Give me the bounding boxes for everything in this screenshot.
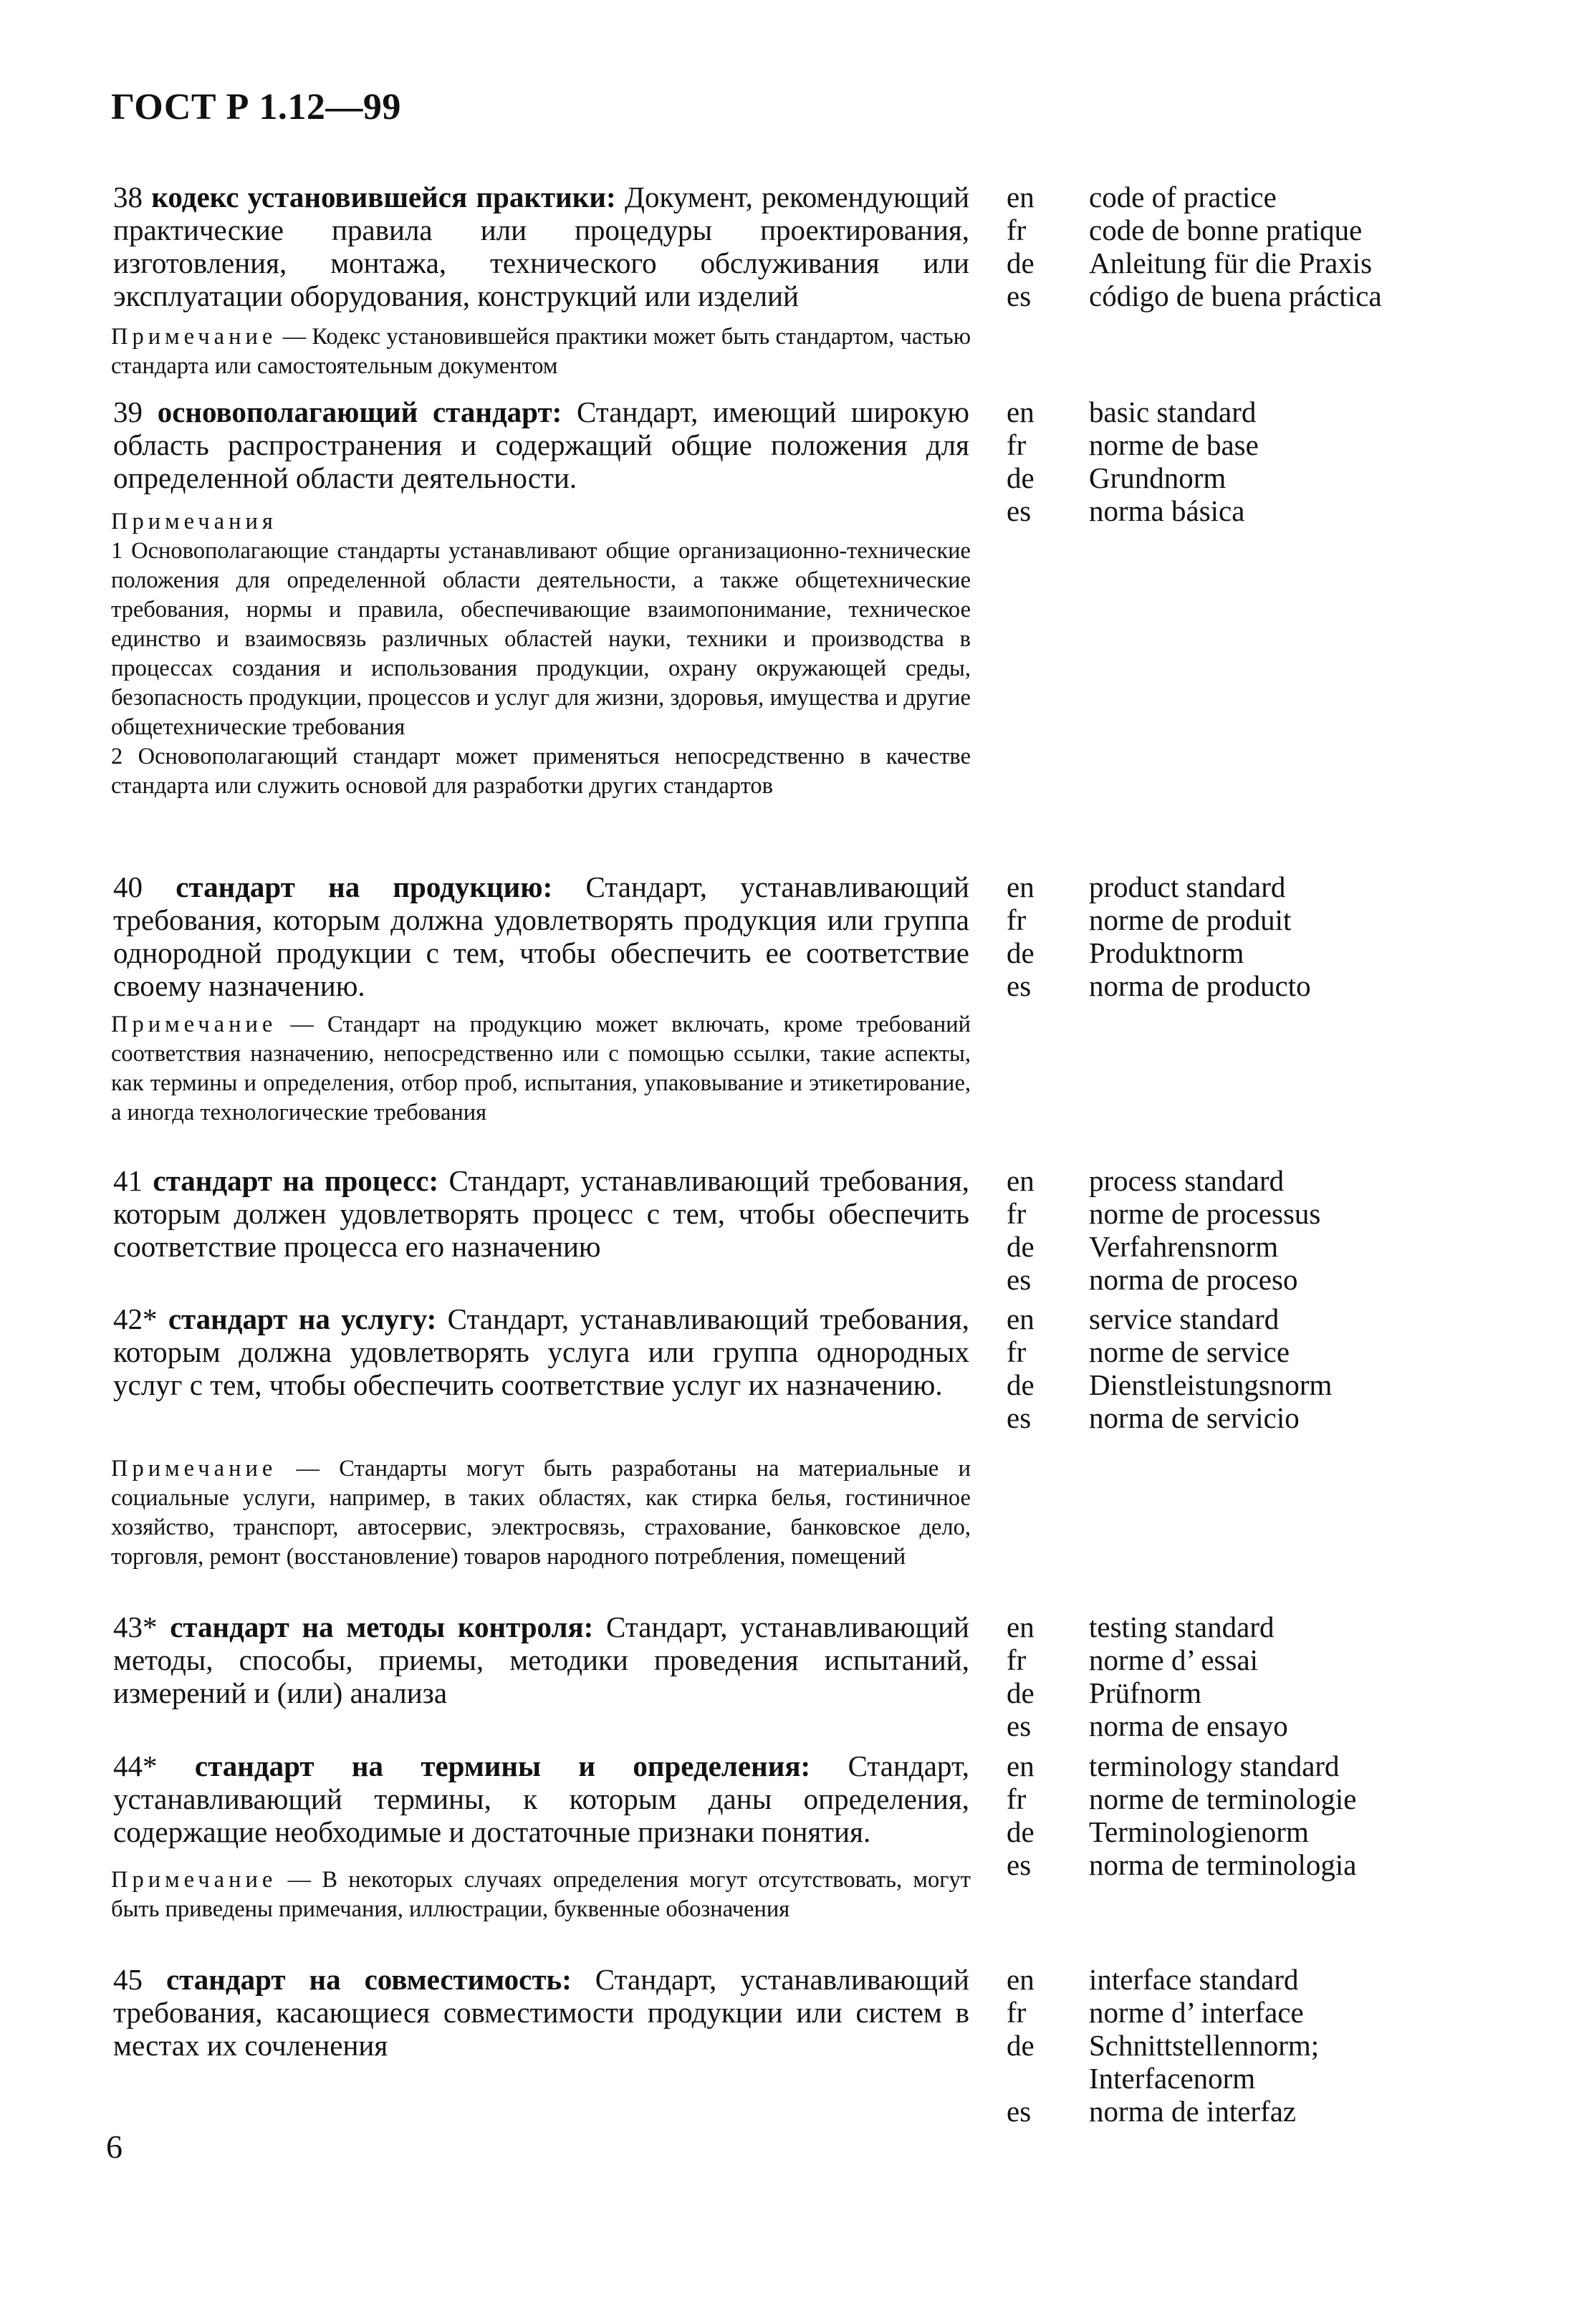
definition-text: Стандарт, устанавливающий термины, к которым даны определения, содержащие необходимые и достаточные признаки понятия.: [113, 1749, 970, 1848]
term-name: кодекс установившейся практики:: [151, 181, 616, 213]
translation-row: [1007, 1164, 1580, 1197]
term-number: 41: [113, 1164, 143, 1197]
lang-code: en: [1007, 1610, 1034, 1643]
translation-row: [1007, 1815, 1580, 1848]
translated-term: code de bonne pratique: [1089, 213, 1363, 246]
term-number: 44*: [113, 1749, 158, 1782]
translation-row: [1007, 1643, 1580, 1676]
lang-code: es: [1007, 494, 1032, 527]
translation-row: [1007, 213, 1580, 246]
translations: [1007, 1610, 1580, 1742]
lang-code: en: [1007, 1749, 1034, 1782]
translated-term: Produktnorm: [1089, 936, 1244, 969]
translation-row: [1007, 181, 1580, 213]
note-item: 1 Основополагающие стандарты устанавливают общие организационно-технические положения для определенной области деятельности, а также общетехнические требования, нормы и правила, обеспечивающие взаимопонимание, техническое единство и взаимосвязь различных областей науки, техники и производства в процессах создания и использования продукции, охрану окружающей среды, безопасность продукции, процессов и услуг для жизни, здоровья, имущества и другие общетехнические требования: [111, 538, 971, 740]
translation-row: [1007, 395, 1580, 428]
note-text: — Стандарты могут быть разработаны на материальные и социальные услуги, например, в таких областях, как стирка белья, гостиничное хозяйство, транспорт, автосервис, электросвязь, страхование, банковское дело, торговля, ремонт (восстановление) товаров народного потребления, помещений: [111, 1456, 971, 1570]
translated-term: basic standard: [1089, 395, 1257, 428]
lang-code: en: [1007, 1164, 1034, 1197]
translations: [1007, 1963, 1580, 2128]
translation-row: [1007, 494, 1580, 527]
definition-text: Документ, рекомендующий практические правила или процедуры проектирования, изготовления, монтажа, технического обслуживания или эксплуатации оборудования, конструкций или изделий: [113, 181, 970, 312]
translated-term: terminology standard: [1089, 1749, 1340, 1782]
term-definition: [113, 1610, 969, 1709]
term-note: [111, 322, 971, 381]
translation-row: [1007, 1302, 1580, 1335]
term-definition: [113, 1749, 969, 1848]
term-number: 40: [113, 870, 143, 903]
term-name: стандарт на термины и определения:: [194, 1749, 811, 1782]
translation-row: [1007, 1848, 1580, 1881]
definition-text: Стандарт, устанавливающий методы, способы, приемы, методики проведения испытаний, измерений и (или) анализа: [113, 1610, 969, 1709]
translation-row: [1007, 246, 1580, 279]
term-number: 43*: [113, 1610, 158, 1643]
translations: [1007, 1302, 1580, 1434]
note-label: Примечание: [111, 1012, 277, 1037]
translation-row: [1007, 1401, 1580, 1434]
lang-code: es: [1007, 1401, 1032, 1434]
translated-term: código de buena práctica: [1089, 279, 1382, 312]
translated-term: norme d’ essai: [1089, 1643, 1259, 1676]
lang-code: fr: [1007, 1197, 1027, 1230]
term-number: 38: [113, 181, 143, 213]
note-label: Примечание: [111, 1867, 277, 1893]
translated-term: norme de service: [1089, 1335, 1290, 1368]
translation-row: [1007, 2029, 1580, 2095]
translation-row: [1007, 1749, 1580, 1782]
translated-term: norma de ensayo: [1089, 1709, 1288, 1742]
translated-term: testing standard: [1089, 1610, 1274, 1643]
translated-term: Verfahrensnorm: [1089, 1230, 1279, 1263]
translated-term: norma de servicio: [1089, 1401, 1300, 1434]
note-label: Примечание: [111, 324, 277, 350]
translation-row: [1007, 969, 1580, 1002]
translated-term: Terminologienorm: [1089, 1815, 1309, 1848]
lang-code: en: [1007, 1302, 1034, 1335]
definition-text: Стандарт, устанавливающий требования, которым должна удовлетворять услуга или группа однородных услуг с тем, чтобы обеспечить соответствие услуг их назначению.: [113, 1302, 969, 1401]
translated-term: norme de processus: [1089, 1197, 1321, 1230]
translated-term: service standard: [1089, 1302, 1280, 1335]
translated-term: norma básica: [1089, 494, 1245, 527]
translation-row: [1007, 1335, 1580, 1368]
translations: [1007, 395, 1580, 527]
translations: [1007, 1164, 1580, 1296]
note-text: — Стандарт на продукцию может включать, кроме требований соответствия назначению, непосредственно или с помощью ссылки, такие аспекты, как термины и определения, отбор проб, испытания, упаковывание и этикетирование, а иногда технологические требования: [111, 1012, 971, 1125]
translated-term: norma de producto: [1089, 969, 1311, 1002]
term-note: [111, 1866, 971, 1924]
term-name: стандарт на продукцию:: [176, 870, 553, 903]
lang-code: es: [1007, 1709, 1032, 1742]
translated-term: Prüfnorm: [1089, 1676, 1202, 1709]
translations: [1007, 870, 1580, 1002]
lang-code: de: [1007, 2029, 1034, 2062]
definition-text: Стандарт, устанавливающий требования, которым должна удовлетворять продукция или группа однородной продукции с тем, чтобы обеспечить ее соответствие своему назначению.: [113, 870, 969, 1002]
note-item: 2 Основополагающий стандарт может применяться непосредственно в качестве стандарта или служить основой для разработки других стандартов: [111, 744, 971, 799]
term-definition: [113, 1302, 969, 1401]
translation-row: [1007, 2095, 1580, 2128]
lang-code: es: [1007, 969, 1032, 1002]
translated-term: Dienstleistungsnorm: [1089, 1368, 1333, 1401]
translated-term: norme d’ interface: [1089, 1996, 1304, 2029]
translated-term: norma de terminologia: [1089, 1848, 1357, 1881]
lang-code: en: [1007, 1963, 1034, 1996]
lang-code: fr: [1007, 903, 1027, 936]
definition-text: Стандарт, имеющий широкую область распространения и содержащий общие положения для определенной области деятельности.: [113, 395, 970, 494]
lang-code: fr: [1007, 213, 1027, 246]
translated-term: Grundnorm: [1089, 461, 1226, 494]
translation-row: [1007, 461, 1580, 494]
term-name: стандарт на совместимость:: [165, 1963, 572, 1996]
lang-code: de: [1007, 1676, 1034, 1709]
page-number: 6: [106, 2128, 123, 2165]
term-definition: [113, 1164, 969, 1263]
translated-term: norma de interfaz: [1089, 2095, 1297, 2128]
lang-code: de: [1007, 246, 1034, 279]
translated-term: Schnittstellennorm; Interfacenorm: [1089, 2029, 1320, 2095]
lang-code: es: [1007, 279, 1032, 312]
term-note: [111, 507, 971, 801]
lang-code: es: [1007, 1848, 1032, 1881]
definition-text: Стандарт, устанавливающий требования, которым должен удовлетворять процесс с тем, чтобы обеспечить соответствие процесса его назначению: [113, 1164, 969, 1263]
translation-row: [1007, 1230, 1580, 1263]
lang-code: de: [1007, 936, 1034, 969]
term-definition: [113, 395, 969, 494]
translated-term: process standard: [1089, 1164, 1285, 1197]
translation-row: [1007, 936, 1580, 969]
lang-code: en: [1007, 181, 1034, 213]
translation-row: [1007, 1610, 1580, 1643]
lang-code: fr: [1007, 428, 1027, 461]
translated-term: norme de produit: [1089, 903, 1292, 936]
lang-code: de: [1007, 1815, 1034, 1848]
note-label: Примечания: [111, 509, 277, 534]
document-header: ГОСТ Р 1.12—99: [111, 87, 401, 128]
term-number: 39: [113, 395, 143, 428]
term-note: [111, 1010, 971, 1128]
term-name: стандарт на услугу:: [168, 1302, 437, 1335]
definition-text: Стандарт, устанавливающий требования, касающиеся совместимости продукции или систем в местах их сочленения: [113, 1963, 969, 2062]
translated-term: norme de terminologie: [1089, 1782, 1357, 1815]
term-note: [111, 1454, 971, 1572]
lang-code: de: [1007, 1230, 1034, 1263]
translations: [1007, 1749, 1580, 1881]
lang-code: es: [1007, 2095, 1032, 2128]
note-text: — Кодекс установившейся практики может быть стандартом, частью стандарта или самостоятельным документом: [111, 324, 971, 379]
term-name: основополагающий стандарт:: [157, 395, 562, 428]
translated-term: interface standard: [1089, 1963, 1299, 1996]
note-text: — В некоторых случаях определения могут отсутствовать, могут быть приведены примечания, иллюстрации, буквенные обозначения: [111, 1867, 971, 1922]
translated-term: norma de proceso: [1089, 1263, 1298, 1296]
lang-code: en: [1007, 870, 1034, 903]
translation-row: [1007, 1368, 1580, 1401]
lang-code: fr: [1007, 1996, 1027, 2029]
translation-row: [1007, 870, 1580, 903]
lang-code: de: [1007, 1368, 1034, 1401]
lang-code: en: [1007, 395, 1034, 428]
translation-row: [1007, 279, 1580, 312]
lang-code: de: [1007, 461, 1034, 494]
lang-code: fr: [1007, 1643, 1027, 1676]
note-label: Примечание: [111, 1456, 277, 1482]
lang-code: es: [1007, 1263, 1032, 1296]
term-name: стандарт на процесс:: [153, 1164, 439, 1197]
term-definition: [113, 181, 969, 312]
translated-term: Anleitung für die Praxis: [1089, 246, 1373, 279]
term-definition: [113, 870, 969, 1002]
translated-term: product standard: [1089, 870, 1286, 903]
translation-row: [1007, 1963, 1580, 1996]
translated-term: norme de base: [1089, 428, 1259, 461]
translated-term: code of practice: [1089, 181, 1277, 213]
translations: [1007, 181, 1580, 312]
translation-row: [1007, 1197, 1580, 1230]
translation-row: [1007, 1782, 1580, 1815]
lang-code: fr: [1007, 1782, 1027, 1815]
term-definition: [113, 1963, 969, 2062]
term-number: 45: [113, 1963, 143, 1996]
lang-code: fr: [1007, 1335, 1027, 1368]
term-name: стандарт на методы контроля:: [170, 1610, 594, 1643]
translation-row: [1007, 1676, 1580, 1709]
translation-row: [1007, 1263, 1580, 1296]
translation-row: [1007, 1996, 1580, 2029]
translation-row: [1007, 428, 1580, 461]
term-number: 42*: [113, 1302, 158, 1335]
translation-row: [1007, 903, 1580, 936]
translation-row: [1007, 1709, 1580, 1742]
